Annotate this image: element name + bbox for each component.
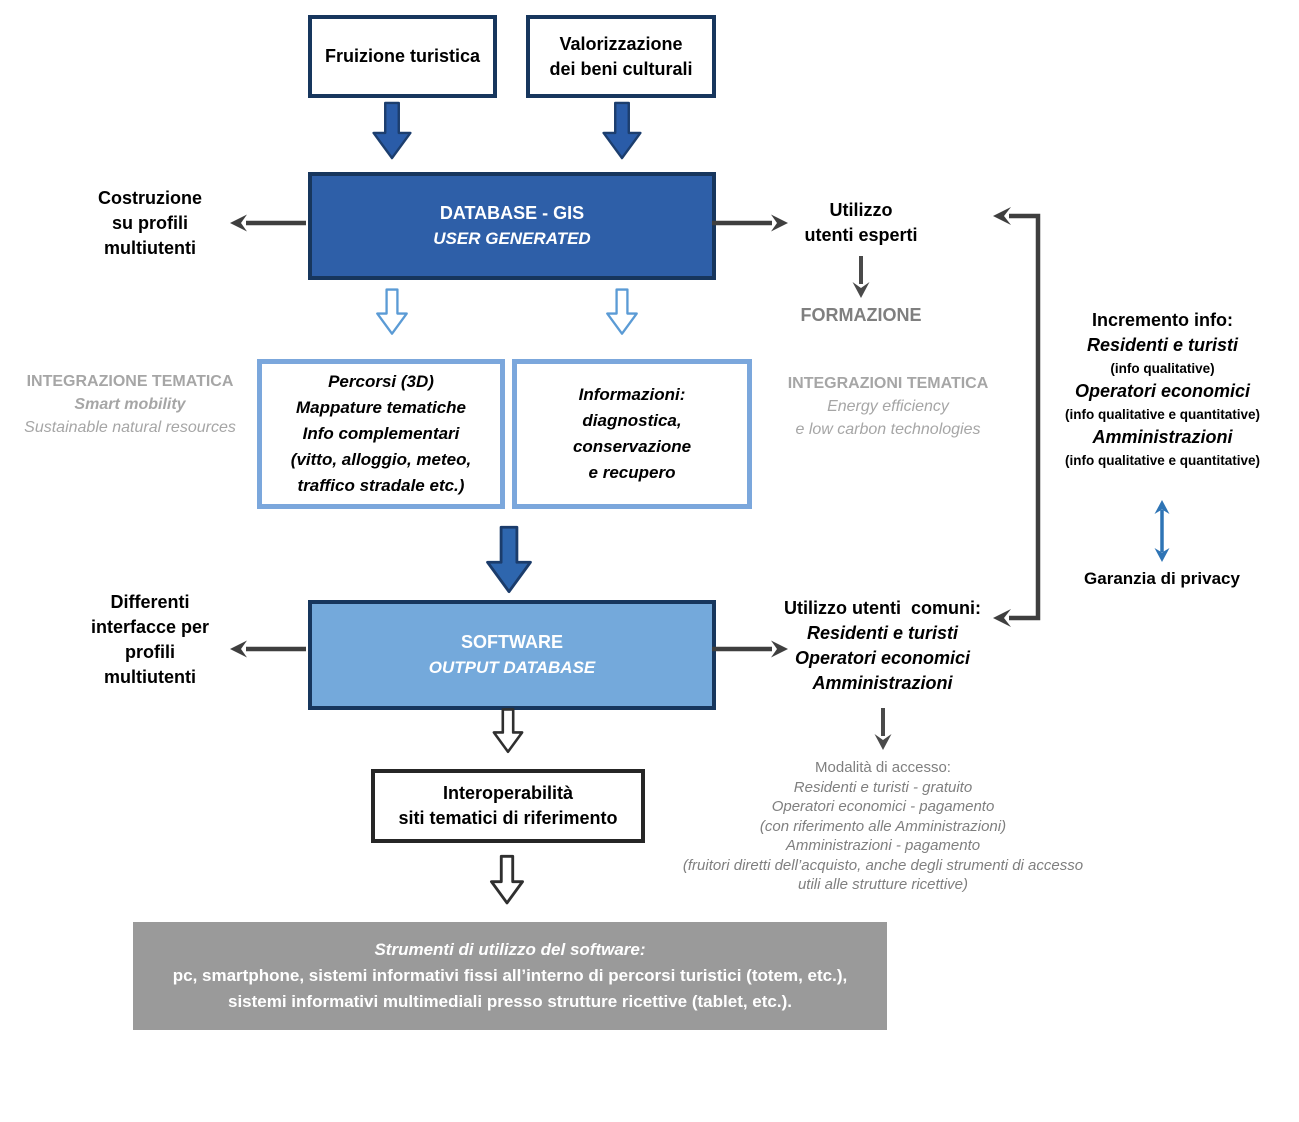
garanzia-privacy-label: Garanzia di privacy [1084,569,1240,588]
database-gis-title: DATABASE - GIS [439,202,585,223]
costruzione-line: Costruzione [97,188,202,208]
incremento-item-name: Residenti e turisti [1086,335,1239,355]
percorsi-line: traffico stradale etc.) [297,476,465,495]
integrazione-sx-line1: Smart mobility [74,396,186,413]
formazione-label: FORMAZIONE [800,305,922,325]
modalita-line: Residenti e turisti - gratuito [793,778,973,796]
utilizzo-comuni-block [765,596,1000,696]
utilizzo-comuni-item: Residenti e turisti [806,623,959,643]
database-gis-box [308,172,716,280]
software-title: SOFTWARE [461,631,563,652]
arrow-database-to-costruzione [230,212,308,234]
arrow-utilizzo-comuni-to-modalita [872,706,894,750]
informazioni-line: diagnostica, [582,411,682,430]
percorsi-line: Info complementari [302,424,460,443]
differenti-line: Differenti [110,592,190,612]
informazioni-line: e recupero [588,463,676,482]
utilizzo-esperti-line1: Utilizzo [829,200,893,220]
strumenti-line1: pc, smartphone, sistemi informativi fissi all’interno di percorsi turistici (totem, etc.), [172,966,848,985]
utilizzo-esperti-label [792,198,930,248]
privacy-double-arrow [1150,500,1174,562]
percorsi-box [257,359,505,509]
integrazione-dx-title: INTEGRAZIONI TEMATICA [787,375,989,392]
incremento-item-note: (info qualitative) [1110,361,1215,376]
valorizzazione-line1: Valorizzazione [559,33,683,54]
valorizzazione-box [526,15,716,98]
incremento-title: Incremento info: [1091,310,1233,330]
differenti-line: interfacce per [90,617,210,637]
strumenti-title: Strumenti di utilizzo del software: [374,940,646,959]
incremento-info-block [1040,308,1285,471]
modalita-line: utili alle strutture ricettive) [797,876,969,893]
percorsi-line: Percorsi (3D) [328,372,434,391]
integrazione-tematica-dx-label [778,372,998,441]
integrazione-dx-line2: e low carbon technologies [795,421,981,438]
incremento-item-note: (info qualitative e quantitative) [1064,453,1261,468]
software-box [308,600,716,710]
modalita-accesso-block [648,758,1118,895]
arrow-software-to-interoperabilita [490,708,526,754]
software-subtitle: OUTPUT DATABASE [428,657,596,677]
informazioni-line: conservazione [572,437,692,456]
arrow-fruizione-to-database [370,101,414,161]
arrow-database-to-utilizzo-esperti [710,212,788,234]
costruzione-line: su profili [112,213,188,233]
fruizione-turistica-label: Fruizione turistica [324,46,481,66]
modalita-line: Amministrazioni - pagamento [785,837,981,854]
utilizzo-comuni-title: Utilizzo utenti comuni: [784,598,981,618]
valorizzazione-line2: dei beni culturali [549,58,693,79]
costruzione-line: multiutenti [104,238,196,258]
arrow-database-to-informazioni [603,288,641,336]
arrow-software-to-differenti [230,638,308,660]
incremento-item-name: Amministrazioni [1092,427,1233,447]
integrazione-dx-line1: Energy efficiency [827,398,949,415]
incremento-item-note: (info qualitative e quantitative) [1064,407,1261,422]
interoperabilita-line2: siti tematici di riferimento [398,808,618,828]
arrow-utilizzo-esperti-to-formazione [850,254,872,298]
strumenti-box [133,922,887,1030]
database-gis-subtitle: USER GENERATED [433,228,591,248]
informazioni-box [512,359,752,509]
integrazione-tematica-sx-label [8,370,252,439]
modalita-title: Modalità di accesso: [815,759,951,776]
utilizzo-comuni-item: Amministrazioni [812,673,953,693]
arrow-database-to-percorsi [373,288,411,336]
modalita-line: (fruitori diretti dell’acquisto, anche degli strumenti di accesso [682,856,1084,874]
modalita-line: Operatori economici - pagamento [771,798,995,815]
utilizzo-esperti-line2: utenti esperti [804,225,918,245]
percorsi-line: Mappature tematiche [295,398,467,417]
fruizione-turistica-box [308,15,497,98]
modalita-line: (con riferimento alle Amministrazioni) [759,817,1007,835]
differenti-interfacce-label [70,590,230,690]
differenti-line: profili [125,642,175,662]
interoperabilita-line1: Interoperabilità [442,783,574,803]
arrow-to-software [482,525,536,595]
differenti-line: multiutenti [104,667,196,687]
feedback-bracket-arrow [993,204,1051,630]
integrazione-sx-title: INTEGRAZIONE TEMATICA [26,373,234,390]
integrazione-sx-line2: Sustainable natural resources [24,419,236,436]
arrow-interoperabilita-to-strumenti [489,853,525,907]
percorsi-line: (vitto, alloggio, meteo, [290,450,472,469]
strumenti-line2: sistemi informativi multimediali presso strutture ricettive (tablet, etc.). [228,992,792,1011]
costruzione-label [70,186,230,261]
utilizzo-comuni-item: Operatori economici [794,648,971,668]
interoperabilita-box [371,769,645,843]
arrow-valorizzazione-to-database [600,101,644,161]
incremento-item-name: Operatori economici [1074,381,1251,401]
informazioni-line: Informazioni: [578,385,686,404]
